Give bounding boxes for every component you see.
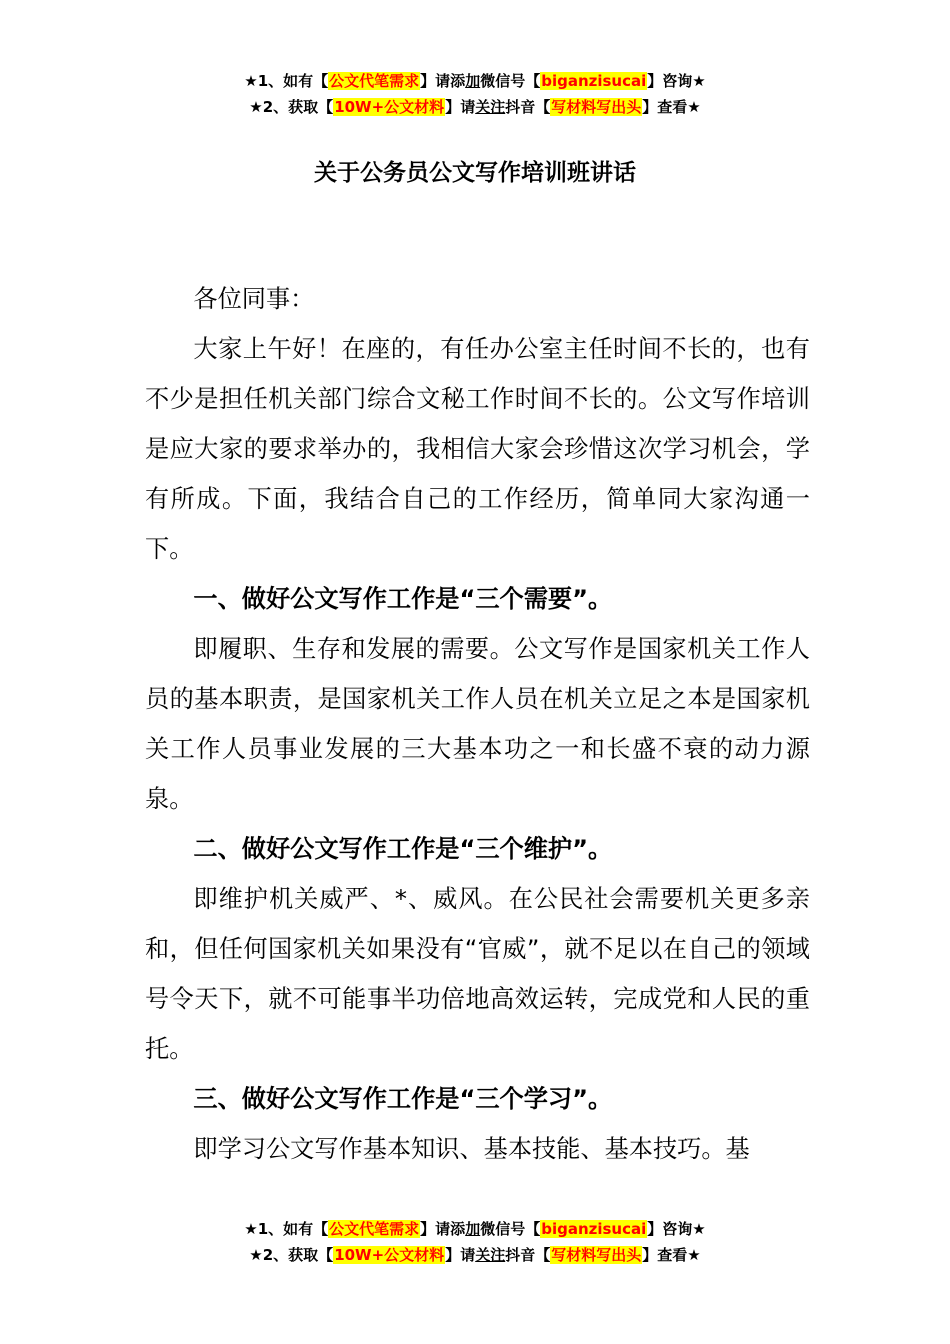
banner-text: 抖音【 bbox=[505, 98, 551, 116]
banner-text: ★1、如有【 bbox=[244, 1220, 329, 1238]
banner-text: 微信号【 bbox=[480, 1220, 541, 1238]
banner-line-1 bbox=[0, 1216, 950, 1242]
banner-text: 】请 bbox=[445, 1246, 476, 1264]
paragraph: 即学习公文写作基本知识、基本技能、基本技巧。基 bbox=[193, 1135, 750, 1163]
top-banner bbox=[0, 68, 950, 120]
banner-text: ★2、获取【 bbox=[249, 1246, 334, 1264]
document-title: 关于公务员公文写作培训班讲话 bbox=[314, 160, 636, 186]
banner-underlined: 关注 bbox=[475, 98, 506, 116]
banner-highlight: 写材料写出头 bbox=[551, 1246, 642, 1264]
document-body bbox=[145, 274, 810, 1174]
banner-line-2 bbox=[0, 1242, 950, 1268]
banner-text: 】请添 bbox=[420, 72, 466, 90]
salutation: 各位同事： bbox=[193, 285, 315, 313]
banner-line-2 bbox=[0, 94, 950, 120]
banner-underlined: 加 bbox=[465, 1220, 481, 1238]
section-heading: 一、做好公文写作工作是“三个需要”。 bbox=[193, 585, 613, 613]
paragraph: 大家上午好！在座的，有任办公室主任时间不长的，也有不少是担任机关部门综合文秘工作时间不长的。公文写作培训是应大家的要求举办的，我相信大家会珍惜这次学习机会，学有所成。下面，我结合自己的工作经历，简单同大家沟通一下。 bbox=[145, 335, 810, 563]
paragraph: 即履职、生存和发展的需要。公文写作是国家机关工作人员的基本职责，是国家机关工作人员在机关立足之本是国家机关工作人员事业发展的三大基本功之一和长盛不衰的动力源泉。 bbox=[145, 635, 810, 813]
banner-text: 微信号【 bbox=[480, 72, 541, 90]
paragraph: 即维护机关威严、*、威风。在公民社会需要机关更多亲和，但任何国家机关如果没有“官威”，就不足以在自己的领域号令天下，就不可能事半功倍地高效运转，完成党和人民的重托。 bbox=[145, 885, 810, 1063]
banner-text: ★1、如有【 bbox=[244, 72, 329, 90]
banner-underlined: 加 bbox=[465, 72, 481, 90]
banner-text: 】查看★ bbox=[642, 98, 701, 116]
banner-highlight: 公文代笔需求 bbox=[329, 72, 420, 90]
banner-text: 】查看★ bbox=[642, 1246, 701, 1264]
banner-highlight: 写材料写出头 bbox=[551, 98, 642, 116]
banner-highlight: 10W+公文材料 bbox=[334, 1246, 445, 1264]
banner-line-1 bbox=[0, 68, 950, 94]
banner-text: 抖音【 bbox=[505, 1246, 551, 1264]
banner-underlined: 关注 bbox=[475, 1246, 506, 1264]
banner-highlight: 10W+公文材料 bbox=[334, 98, 445, 116]
banner-highlight: biganzisucai bbox=[541, 1220, 647, 1238]
banner-text: ★2、获取【 bbox=[249, 98, 334, 116]
section-heading: 二、做好公文写作工作是“三个维护”。 bbox=[193, 835, 613, 863]
banner-text: 】咨询★ bbox=[647, 72, 706, 90]
banner-text: 】咨询★ bbox=[647, 1220, 706, 1238]
banner-highlight: 公文代笔需求 bbox=[329, 1220, 420, 1238]
bottom-banner bbox=[0, 1216, 950, 1268]
banner-text: 】请 bbox=[445, 98, 476, 116]
banner-highlight: biganzisucai bbox=[541, 72, 647, 90]
banner-text: 】请添 bbox=[420, 1220, 466, 1238]
section-heading: 三、做好公文写作工作是“三个学习”。 bbox=[193, 1085, 613, 1113]
